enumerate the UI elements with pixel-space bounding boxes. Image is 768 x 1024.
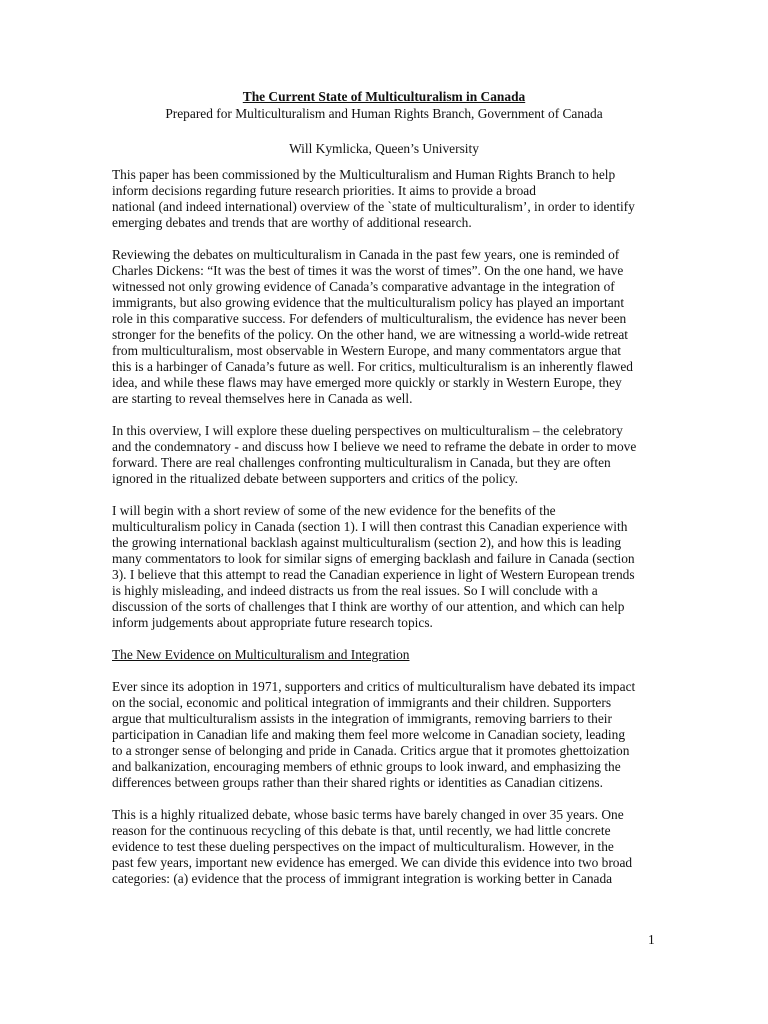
paragraph-line: This paper has been commissioned by the Multiculturalism and Human Rights Branch to help [112, 167, 616, 182]
paragraph [112, 503, 660, 631]
paragraph-line: emerging debates and trends that are worthy of additional research. [112, 215, 472, 230]
paragraph-line: Charles Dickens: “It was the best of times it was the worst of times”. On the one hand, we have [112, 263, 624, 278]
paragraph-line: past few years, important new evidence has emerged. We can divide this evidence into two broad [112, 855, 633, 870]
paragraph-line: argue that multiculturalism assists in the integration of immigrants, removing barriers to their [112, 711, 612, 726]
paragraph-line: In this overview, I will explore these dueling perspectives on multiculturalism – the celebratory [112, 423, 623, 438]
document-subtitle: Prepared for Multiculturalism and Human Rights Branch, Government of Canada [165, 106, 603, 121]
paragraph-line: and balkanization, encouraging members of ethnic groups to look inward, and emphasizing the [112, 759, 621, 774]
paragraph-line: differences between groups rather than their shared rights or identities as Canadian citizens. [112, 775, 603, 790]
paragraph-line: immigrants, but also growing evidence that the multiculturalism policy has played an important [112, 295, 625, 310]
paragraph-line: idea, and while these flaws may have emerged more quickly or starkly in Western Europe, they [112, 375, 622, 390]
paragraph-line: categories: (a) evidence that the process of immigrant integration is working better in Canada [112, 871, 613, 886]
paragraph-line: witnessed not only growing evidence of Canada’s comparative advantage in the integration of [112, 279, 615, 294]
paragraph-line: inform judgements about appropriate future research topics. [112, 615, 433, 630]
paragraph-line: to a stronger sense of belonging and pride in Canada. Critics argue that it promotes ghettoization [112, 743, 630, 758]
paragraph-line: evidence to test these dueling perspectives on the impact of multiculturalism. However, in the [112, 839, 614, 854]
paragraph-line: from multiculturalism, most observable in Western Europe, and many commentators argue that [112, 343, 622, 358]
document-title: The Current State of Multiculturalism in Canada [242, 89, 526, 104]
document-body [112, 167, 660, 903]
paragraph-line: This is a highly ritualized debate, whose basic terms have barely changed in over 35 years. One [112, 807, 624, 822]
paragraph-line: participation in Canadian life and making them feel more welcome in Canadian society, leading [112, 727, 626, 742]
paragraph [112, 423, 660, 487]
paragraph-line: the growing international backlash against multiculturalism (section 2), and how this is leading [112, 535, 622, 550]
paragraph-line: discussion of the sorts of challenges that I think are worthy of our attention, and which can help [112, 599, 625, 614]
paragraph-line: Ever since its adoption in 1971, supporters and critics of multiculturalism have debated its impact [112, 679, 636, 694]
paragraph-line: stronger for the benefits of the policy. On the other hand, we are witnessing a world-wide retreat [112, 327, 628, 342]
paragraph-line: 3). I believe that this attempt to read the Canadian experience in light of Western European trends [112, 567, 635, 582]
paragraph-line: this is a harbinger of Canada’s future as well. For critics, multiculturalism is an inherently flawed [112, 359, 633, 374]
section-heading: The New Evidence on Multiculturalism and Integration [112, 647, 410, 662]
paragraph-line: Reviewing the debates on multiculturalism in Canada in the past few years, one is reminded of [112, 247, 620, 262]
paragraph-line: multiculturalism policy in Canada (section 1). I will then contrast this Canadian experience with [112, 519, 628, 534]
paragraph-line: inform decisions regarding future research priorities. It aims to provide a broad [112, 183, 536, 198]
paragraph-line: I will begin with a short review of some of the new evidence for the benefits of the [112, 503, 556, 518]
paragraph [112, 679, 660, 791]
document-author: Will Kymlicka, Queen’s University [289, 141, 479, 156]
paragraph-line: reason for the continuous recycling of this debate is that, until recently, we had little concrete [112, 823, 611, 838]
paragraph-line: and the condemnatory - and discuss how I believe we need to reframe the debate in order to move [112, 439, 637, 454]
document-header [0, 88, 768, 157]
paragraph-line: ignored in the ritualized debate between supporters and critics of the policy. [112, 471, 518, 486]
paragraph-line: many commentators to look for similar signs of emerging backlash and failure in Canada (section [112, 551, 635, 566]
paragraph [112, 247, 660, 407]
page-number: 1 [648, 932, 655, 947]
paragraph-line: forward. There are real challenges confronting multiculturalism in Canada, but they are often [112, 455, 611, 470]
paragraph [112, 807, 660, 887]
paragraph [112, 167, 660, 231]
paragraph-line: national (and indeed international) overview of the `state of multiculturalism’, in order to identify [112, 199, 635, 214]
paragraph-line: is highly misleading, and indeed distracts us from the real issues. So I will conclude with a [112, 583, 598, 598]
paragraph-line: are starting to reveal themselves here in Canada as well. [112, 391, 413, 406]
paragraph-line: on the social, economic and political integration of immigrants and their children. Supporters [112, 695, 612, 710]
paragraph-line: role in this comparative success. For defenders of multiculturalism, the evidence has never been [112, 311, 627, 326]
